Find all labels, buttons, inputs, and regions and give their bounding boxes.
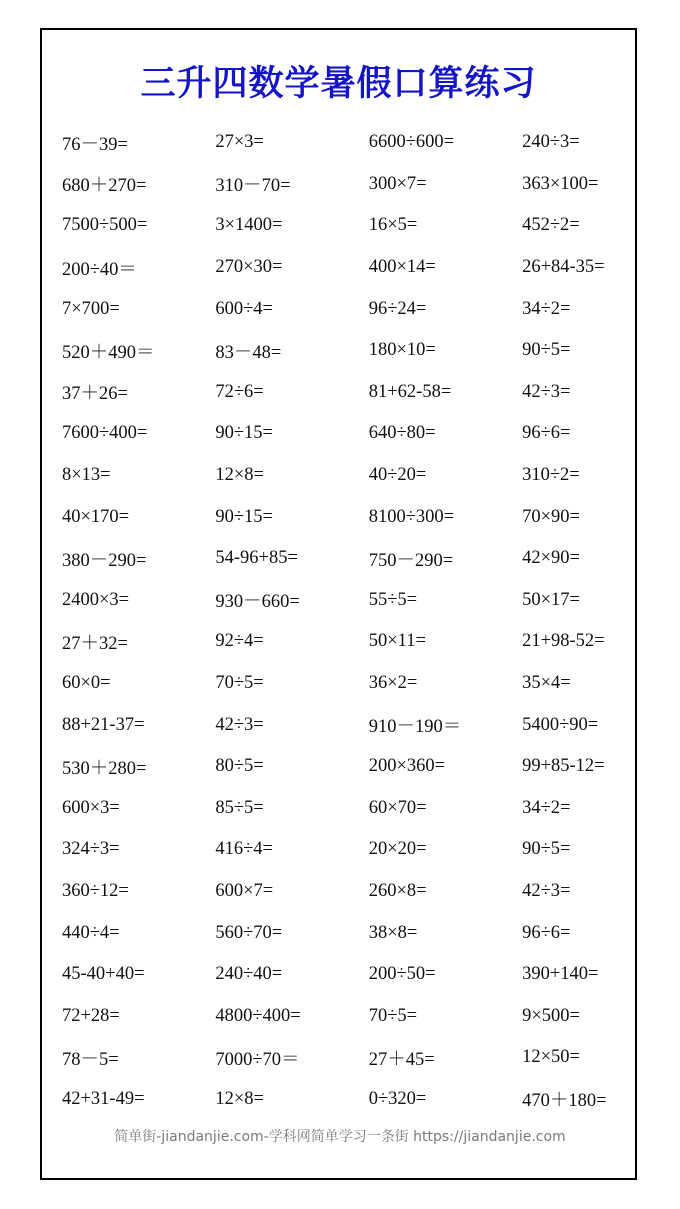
problem-cell: 300×7= — [368, 173, 427, 194]
problem-cell: 96÷6= — [522, 922, 571, 943]
problem-row — [62, 995, 632, 1037]
problem-cell: 96÷6= — [522, 423, 571, 444]
problem-cell: 21+98-52= — [522, 631, 605, 652]
problem-row — [62, 746, 632, 788]
problem-cell: 37＋26= — [62, 384, 128, 405]
problem-cell: 680＋270= — [62, 176, 147, 197]
problem-cell: 416÷4= — [215, 839, 273, 860]
problem-row — [62, 1037, 632, 1079]
problem-cell: 34÷2= — [522, 298, 571, 319]
problem-cell: 600×3= — [62, 797, 120, 818]
problem-cell: 80÷5= — [215, 756, 264, 777]
problem-row — [62, 788, 632, 830]
problem-cell: 26+84-35= — [522, 257, 605, 278]
problem-row — [62, 247, 632, 289]
problem-row — [62, 704, 632, 746]
problem-row — [62, 372, 632, 414]
problem-cell: 600×7= — [215, 880, 274, 901]
problem-cell: 0÷320= — [368, 1088, 427, 1109]
problem-cell: 60×70= — [368, 797, 427, 818]
problem-cell: 83－48= — [215, 342, 282, 363]
problem-cell: 910－190＝ — [368, 717, 462, 738]
problem-row — [62, 413, 632, 455]
problem-row — [62, 621, 632, 663]
problem-cell: 34÷2= — [522, 797, 571, 818]
problem-cell: 520＋490＝ — [62, 342, 155, 363]
problem-cell: 324÷3= — [62, 839, 120, 860]
problem-cell: 20×20= — [368, 839, 427, 860]
problem-cell: 70÷5= — [368, 1005, 418, 1026]
problem-cell: 600÷4= — [215, 298, 273, 319]
problem-cell: 380－290= — [62, 550, 147, 571]
problem-row — [62, 205, 632, 247]
problem-cell: 7600÷400= — [62, 423, 148, 444]
problem-cell: 27×3= — [215, 132, 264, 153]
problem-cell: 440÷4= — [62, 922, 120, 943]
problem-row — [62, 455, 632, 497]
problem-cell: 54-96+85= — [215, 548, 298, 569]
problem-cell: 92÷4= — [215, 631, 264, 652]
problem-cell: 8×13= — [62, 465, 111, 486]
problem-cell: 5400÷90= — [522, 714, 599, 735]
problem-cell: 363×100= — [522, 173, 599, 194]
problem-cell: 930－660= — [215, 592, 300, 613]
problem-cell: 400×14= — [368, 257, 436, 278]
problem-cell: 470＋180= — [522, 1091, 607, 1112]
problem-cell: 560÷70= — [215, 922, 283, 943]
problem-cell: 3×1400= — [215, 215, 283, 236]
problem-cell: 310÷2= — [522, 465, 580, 486]
problem-row — [62, 288, 632, 330]
problem-cell: 70÷5= — [215, 673, 264, 694]
problem-cell: 452÷2= — [522, 215, 580, 236]
problem-row — [62, 164, 632, 206]
problem-cell: 42+31-49= — [62, 1088, 145, 1109]
problem-cell: 40×170= — [62, 506, 130, 527]
problem-row — [62, 330, 632, 372]
problem-row — [62, 580, 632, 622]
problem-cell: 270×30= — [215, 257, 283, 278]
problem-cell: 6600÷600= — [368, 132, 455, 153]
problem-cell: 72÷6= — [215, 381, 264, 402]
problem-cell: 640÷80= — [368, 423, 436, 444]
problem-cell: 360÷12= — [62, 880, 129, 901]
problem-cell: 90÷5= — [522, 839, 571, 860]
problem-cell: 240÷40= — [215, 964, 283, 985]
footer-watermark: 简单街-jiandanjie.com-学科网简单学习一条街 https://jiandanjie.com — [114, 1129, 566, 1145]
problem-cell: 200÷40＝ — [62, 259, 137, 280]
problem-cell: 40÷20= — [368, 465, 427, 486]
problem-cell: 42÷3= — [215, 714, 264, 735]
problem-cell: 42÷3= — [522, 880, 571, 901]
problem-cell: 2400×3= — [62, 589, 130, 610]
problem-cell: 7000÷70＝ — [215, 1049, 300, 1070]
problem-cell: 45-40+40= — [62, 964, 145, 985]
problem-cell: 55÷5= — [368, 589, 418, 610]
problem-cell: 90÷15= — [215, 506, 273, 527]
problem-cell: 750－290= — [368, 550, 454, 571]
problem-row — [62, 912, 632, 954]
problem-cell: 4800÷400= — [215, 1005, 301, 1026]
problem-row — [62, 871, 632, 913]
problem-cell: 85÷5= — [215, 797, 264, 818]
problem-row — [62, 954, 632, 996]
problem-cell: 240÷3= — [522, 132, 580, 153]
problem-cell: 7×700= — [62, 298, 120, 319]
problem-cell: 27＋45= — [368, 1049, 435, 1070]
problem-grid — [62, 122, 632, 1120]
problem-cell: 60×0= — [62, 673, 111, 694]
problem-cell: 9×500= — [522, 1005, 580, 1026]
problem-row — [62, 663, 632, 705]
problem-cell: 35×4= — [522, 673, 571, 694]
problem-cell: 7500÷500= — [62, 215, 148, 236]
problem-cell: 99+85-12= — [522, 756, 605, 777]
problem-cell: 76－39= — [62, 134, 128, 155]
problem-cell: 200÷50= — [368, 964, 436, 985]
problem-cell: 180×10= — [368, 340, 436, 361]
problem-cell: 90÷15= — [215, 423, 273, 444]
problem-cell: 50×17= — [522, 589, 580, 610]
problem-row — [62, 538, 632, 580]
problem-cell: 38×8= — [368, 922, 418, 943]
problem-cell: 50×11= — [368, 631, 426, 652]
problem-cell: 42×90= — [522, 548, 580, 569]
problem-cell: 27＋32= — [62, 633, 128, 654]
problem-cell: 200×360= — [368, 756, 446, 777]
problem-cell: 530＋280= — [62, 758, 147, 779]
problem-cell: 36×2= — [368, 673, 418, 694]
worksheet-frame — [40, 28, 637, 1180]
page-title: 三升四数学暑假口算练习 — [140, 63, 537, 104]
problem-cell: 42÷3= — [522, 381, 571, 402]
problem-cell: 96÷24= — [368, 298, 427, 319]
problem-cell: 78－5= — [62, 1049, 119, 1070]
problem-row — [62, 496, 632, 538]
problem-cell: 88+21-37= — [62, 714, 145, 735]
problem-cell: 8100÷300= — [368, 506, 455, 527]
problem-cell: 72+28= — [62, 1005, 120, 1026]
problem-cell: 390+140= — [522, 964, 599, 985]
problem-cell: 90÷5= — [522, 340, 571, 361]
problem-cell: 260×8= — [368, 880, 427, 901]
problem-cell: 81+62-58= — [368, 381, 452, 402]
problem-cell: 16×5= — [368, 215, 418, 236]
problem-row — [62, 829, 632, 871]
problem-cell: 12×50= — [522, 1047, 580, 1068]
problem-row — [62, 1079, 632, 1121]
problem-row — [62, 122, 632, 164]
problem-cell: 12×8= — [215, 465, 264, 486]
problem-cell: 12×8= — [215, 1088, 264, 1109]
problem-cell: 310－70= — [215, 176, 291, 197]
problem-cell: 70×90= — [522, 506, 580, 527]
